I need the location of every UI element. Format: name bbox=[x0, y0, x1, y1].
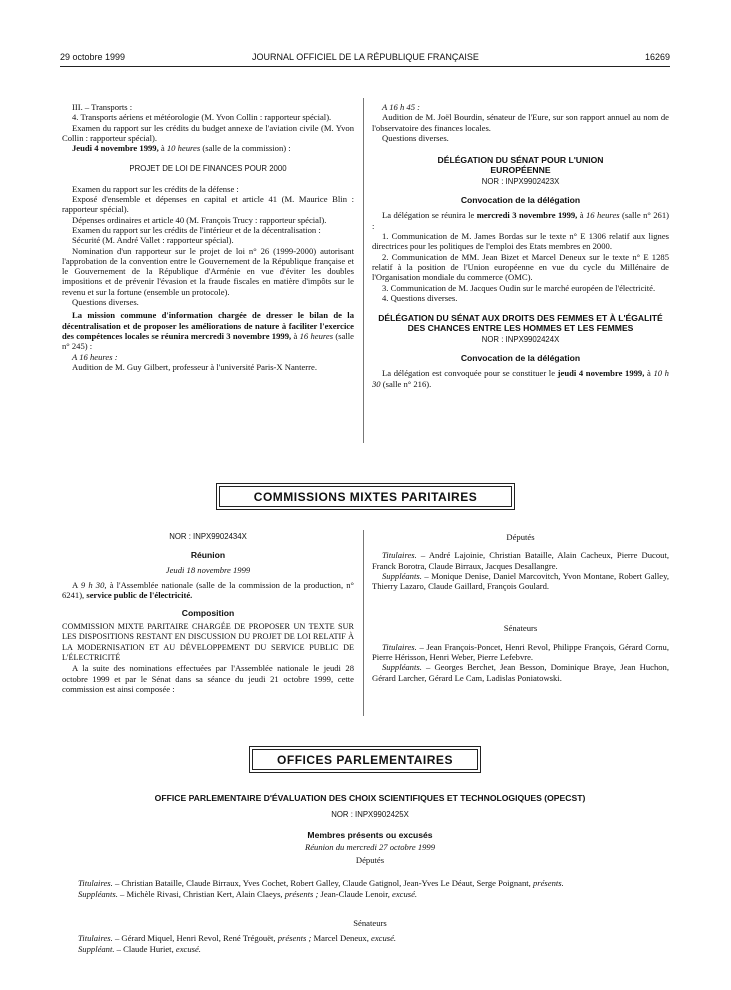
right-column-top bbox=[372, 102, 669, 389]
paragraph: Dépenses ordinaires et article 40 (M. François Trucy : rapporteur spécial). bbox=[72, 214, 327, 225]
nor-reference: NOR : INPX9902425X bbox=[331, 810, 409, 819]
cmp-right-column bbox=[372, 532, 669, 683]
commission-title: COMMISSION MIXTE PARITAIRE CHARGÉE DE PROPOSER UN TEXTE SUR LES DISPOSITIONS RESTANT EN DISCUSSION DU PROJET DE LOI RELATIF À LA MODERNISATION ET AU DÉVELOPPEMENT DU SERVICE PUBLIC DE L'ÉLECTRICITÉ bbox=[62, 622, 354, 663]
left-column-top bbox=[62, 102, 354, 372]
paragraph: Suppléants. – Monique Denise, Daniel Marcovitch, Yvon Montane, Robert Galley, Thierry Lazaro, Claude Gaillard, François Goulard. bbox=[372, 570, 669, 592]
header-journal-title: JOURNAL OFFICIEL DE LA RÉPUBLIQUE FRANÇAISE bbox=[252, 52, 479, 62]
header-page-number: 16269 bbox=[644, 52, 670, 62]
paragraph: La délégation se réunira le mercredi 3 novembre 1999, à 16 heures (salle n° 261) : bbox=[372, 210, 669, 231]
column-divider bbox=[363, 530, 364, 716]
section-box-title: OFFICES PARLEMENTAIRES bbox=[252, 749, 478, 770]
paragraph: Sécurité (M. André Vallet : rapporteur spécial). bbox=[72, 235, 234, 246]
paragraph: Examen du rapport sur les crédits de la défense : bbox=[72, 183, 239, 194]
paragraph: 4. Transports aériens et météorologie (M. Yvon Collin : rapporteur spécial). bbox=[72, 112, 332, 123]
group-heading-deputes: Députés bbox=[506, 532, 535, 542]
paragraph: Questions diverses. bbox=[382, 132, 449, 143]
paragraph: III. – Transports : bbox=[72, 102, 133, 112]
opecst-heading-block bbox=[78, 793, 662, 865]
paragraph: 1. Communication de M. James Bordas sur le texte n° E 1306 relatif aux lignes directrices pour les politiques de l'emploi des Etats membres en 2000. bbox=[372, 231, 669, 252]
group-heading-senateurs: Sénateurs bbox=[503, 623, 538, 634]
composition-heading: Composition bbox=[181, 608, 235, 619]
paragraph: Examen du rapport sur les crédits du budget annexe de l'aviation civile (M. Yvon Collin : rapporteur spécial). bbox=[62, 122, 354, 143]
convocation-heading: Convocation de la délégation bbox=[460, 353, 581, 364]
column-divider bbox=[363, 98, 364, 443]
header-date: 29 octobre 1999 bbox=[60, 52, 126, 62]
nor-reference: NOR : INPX9902424X bbox=[481, 335, 560, 345]
paragraph: Examen du rapport sur les crédits de l'intérieur et de la décentralisation : bbox=[72, 224, 321, 235]
paragraph: Titulaires. – Christian Bataille, Claude Birraux, Yves Cochet, Robert Galley, Claude Gatignol, Jean-Yves Le Déaut, Serge Poignant, présents. bbox=[78, 878, 564, 888]
delegation-title: DÉLÉGATION DU SÉNAT POUR L'UNION EUROPÉENNE bbox=[437, 155, 604, 176]
paragraph: A 16 h 45 : bbox=[382, 102, 421, 112]
opecst-senateurs bbox=[78, 933, 662, 955]
section-box-title: COMMISSIONS MIXTES PARITAIRES bbox=[219, 486, 512, 507]
paragraph: Titulaires. – Jean François-Poncet, Henri Revol, Philippe François, Gérard Cornu, Pierre Hérisson, Henri Weber, Pierre Lefebvre. bbox=[372, 641, 669, 663]
paragraph: 2. Communication de MM. Jean Bizet et Marcel Deneux sur le texte n° E 1285 relatif à la position de l'Union européenne en vue du cycle du Millénaire de l'Organisation mondiale du commerce (OMC). bbox=[372, 251, 669, 283]
paragraph: Jeudi 4 novembre 1999, à 10 heures (salle de la commission) : bbox=[72, 143, 291, 154]
group-heading-senateurs: Sénateurs bbox=[353, 918, 387, 928]
reunion-heading: Réunion bbox=[190, 550, 226, 561]
opecst-deputes bbox=[78, 878, 662, 900]
paragraph: Exposé d'ensemble et dépenses en capital et article 41 (M. Maurice Blin : rapporteur spécial). bbox=[62, 194, 354, 215]
group-heading-deputes: Députés bbox=[355, 854, 385, 865]
delegation-title: DÉLÉGATION DU SÉNAT AUX DROITS DES FEMMES ET À L'ÉGALITÉ DES CHANCES ENTRE LES HOMMES ET LES FEMMES bbox=[378, 313, 663, 334]
paragraph: A 16 heures : bbox=[72, 351, 118, 362]
cmp-left-column bbox=[62, 532, 354, 694]
paragraph: A la suite des nominations effectuées par l'Assemblée nationale le jeudi 28 octobre 1999 et par le Sénat dans sa séance du jeudi 21 octobre 1999, cette commission est ainsi composée : bbox=[62, 663, 354, 694]
section-box-cmp bbox=[216, 483, 515, 510]
paragraph: Suppléants. – Michèle Rivasi, Christian Kert, Alain Claeys, présents ; Jean-Claude Lenoir, excusé. bbox=[78, 888, 418, 899]
membres-heading: Membres présents ou excusés bbox=[307, 829, 433, 840]
paragraph: Audition de M. Joël Bourdin, sénateur de l'Eure, sur son rapport annuel au nom de l'observatoire des finances locales. bbox=[372, 112, 669, 133]
paragraph: Suppléants. – Georges Berchet, Jean Besson, Dominique Braye, Jean Huchon, Gérard Larcher, Gérard Le Cam, Ladislas Poniatowski. bbox=[372, 662, 669, 683]
nor-reference: NOR : INPX9902434X bbox=[169, 532, 247, 541]
paragraph: Suppléant. – Claude Huriet, excusé. bbox=[78, 943, 201, 954]
paragraph: La délégation est convoquée pour se constituer le jeudi 4 novembre 1999, à 10 h 30 (salle n° 216). bbox=[372, 368, 669, 389]
meeting-date: Réunion du mercredi 27 octobre 1999 bbox=[304, 841, 436, 852]
opecst-title: OFFICE PARLEMENTAIRE D'ÉVALUATION DES CHOIX SCIENTIFIQUES ET TECHNOLOGIQUES (OPECST) bbox=[154, 793, 586, 803]
paragraph: A 9 h 30, à l'Assemblée nationale (salle de la commission de la production, n° 6241), service public de l'électricité. bbox=[62, 579, 354, 600]
convocation-heading: Convocation de la délégation bbox=[460, 195, 581, 206]
paragraph: Nomination d'un rapporteur sur le projet de loi n° 26 (1999-2000) autorisant l'approbation de la convention entre le Gouvernement de la République française et le Gouvernement de la République d'Arménie en vue d'éviter les doubles impositions et de prévenir l'évasion et la fraude fiscales en matière d'impôts sur le revenu et sur la fortune (ensemble un protocole). bbox=[62, 245, 354, 297]
paragraph: Titulaires. – André Lajoinie, Christian Bataille, Alain Cacheux, Pierre Ducout, Franck Borotra, Claude Birraux, Jacques Desallangre. bbox=[372, 550, 669, 571]
nor-reference: NOR : INPX9902423X bbox=[481, 177, 560, 187]
section-heading: PROJET DE LOI DE FINANCES POUR 2000 bbox=[129, 164, 287, 174]
paragraph: Audition de M. Guy Gilbert, professeur à l'université Paris-X Nanterre. bbox=[72, 361, 317, 372]
meeting-date: Jeudi 18 novembre 1999 bbox=[165, 565, 251, 576]
paragraph: Titulaires. – Gérard Miquel, Henri Revol, René Trégouët, présents ; Marcel Deneux, excusé. bbox=[78, 933, 397, 943]
paragraph: La mission commune d'information chargée de dresser le bilan de la décentralisation et de proposer les améliorations de nature à faciliter l'exercice des compétences locales se réunira mercredi 3 novembre 1999, à 16 heures (salle n° 245) : bbox=[62, 310, 354, 352]
header-rule bbox=[60, 66, 670, 67]
paragraph: 3. Communication de M. Jacques Oudin sur le marché européen de l'électricité. bbox=[382, 282, 656, 293]
paragraph: Questions diverses. bbox=[72, 297, 139, 308]
paragraph: 4. Questions diverses. bbox=[382, 292, 458, 303]
section-box-offices bbox=[249, 746, 481, 773]
